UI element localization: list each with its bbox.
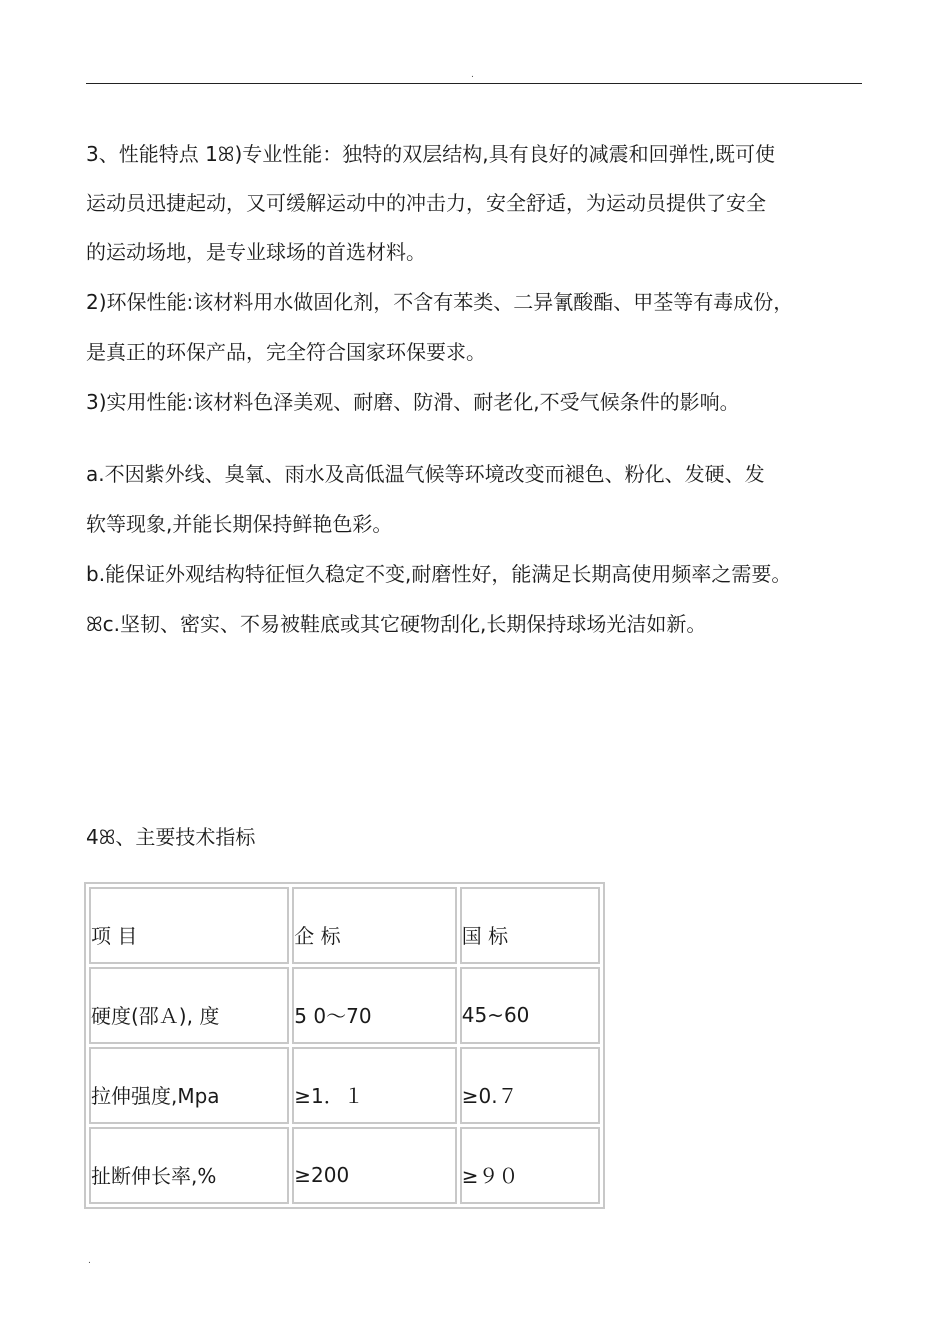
paragraph-line: 的运动场地，是专业球场的首选材料。 [86, 240, 426, 264]
paragraph-line: 是真正的环保产品，完全符合国家环保要求。 [86, 340, 486, 364]
paragraph-line: 运动员迅捷起动，又可缓解运动中的冲击力，安全舒适，为运动员提供了安全 [86, 191, 766, 215]
table-row [89, 1047, 600, 1124]
paragraph-line: 软等现象,并能长期保持鲜艳色彩。 [86, 512, 393, 536]
header-mark: . [471, 70, 474, 80]
paragraph-line: a.不因紫外线、臭氧、雨水及高低温气候等环境改变而褪色、粉化、发硬、发 [86, 462, 765, 486]
table-cell: ≥1．１ [292, 1047, 456, 1124]
footer-mark: . [88, 1256, 91, 1266]
table-cell: 45~60 [460, 967, 600, 1044]
paragraph-line: 3)实用性能:该材料色泽美观、耐磨、防滑、耐老化,不受气候条件的影响。 [86, 390, 740, 414]
table-header-row [89, 887, 600, 964]
header-rule [86, 83, 862, 84]
table-header-cell: 企 标 [292, 887, 456, 964]
table-cell: ≥200 [292, 1127, 456, 1204]
paragraph-line: 3、性能特点 1ꕤ)专业性能：独特的双层结构,具有良好的减震和回弹性,既可使 [86, 142, 775, 166]
table-cell: 5 0～70 [292, 967, 456, 1044]
paragraph-line: 2)环保性能:该材料用水做固化剂，不含有苯类、二异氰酸酯、甲荃等有毒成份， [86, 290, 794, 314]
section-title: 4ꕤ、主要技术指标 [86, 825, 256, 849]
spec-table [84, 882, 605, 1209]
table-header-cell: 项 目 [89, 887, 289, 964]
table-cell: ≥0.７ [460, 1047, 600, 1124]
table-cell: ≥９０ [460, 1127, 600, 1204]
paragraph-line: ꕤc.坚韧、密实、不易被鞋底或其它硬物刮化,长期保持球场光洁如新。 [86, 612, 707, 636]
table-row [89, 1127, 600, 1204]
table-cell: 扯断伸长率,% [89, 1127, 289, 1204]
table-row [89, 967, 600, 1044]
table-cell: 拉伸强度,Mpa [89, 1047, 289, 1124]
table-header-cell: 国 标 [460, 887, 600, 964]
paragraph-line: b.能保证外观结构特征恒久稳定不变,耐磨性好，能满足长期高使用频率之需要。 [86, 562, 792, 586]
table-cell: 硬度(邵Ａ), 度 [89, 967, 289, 1044]
